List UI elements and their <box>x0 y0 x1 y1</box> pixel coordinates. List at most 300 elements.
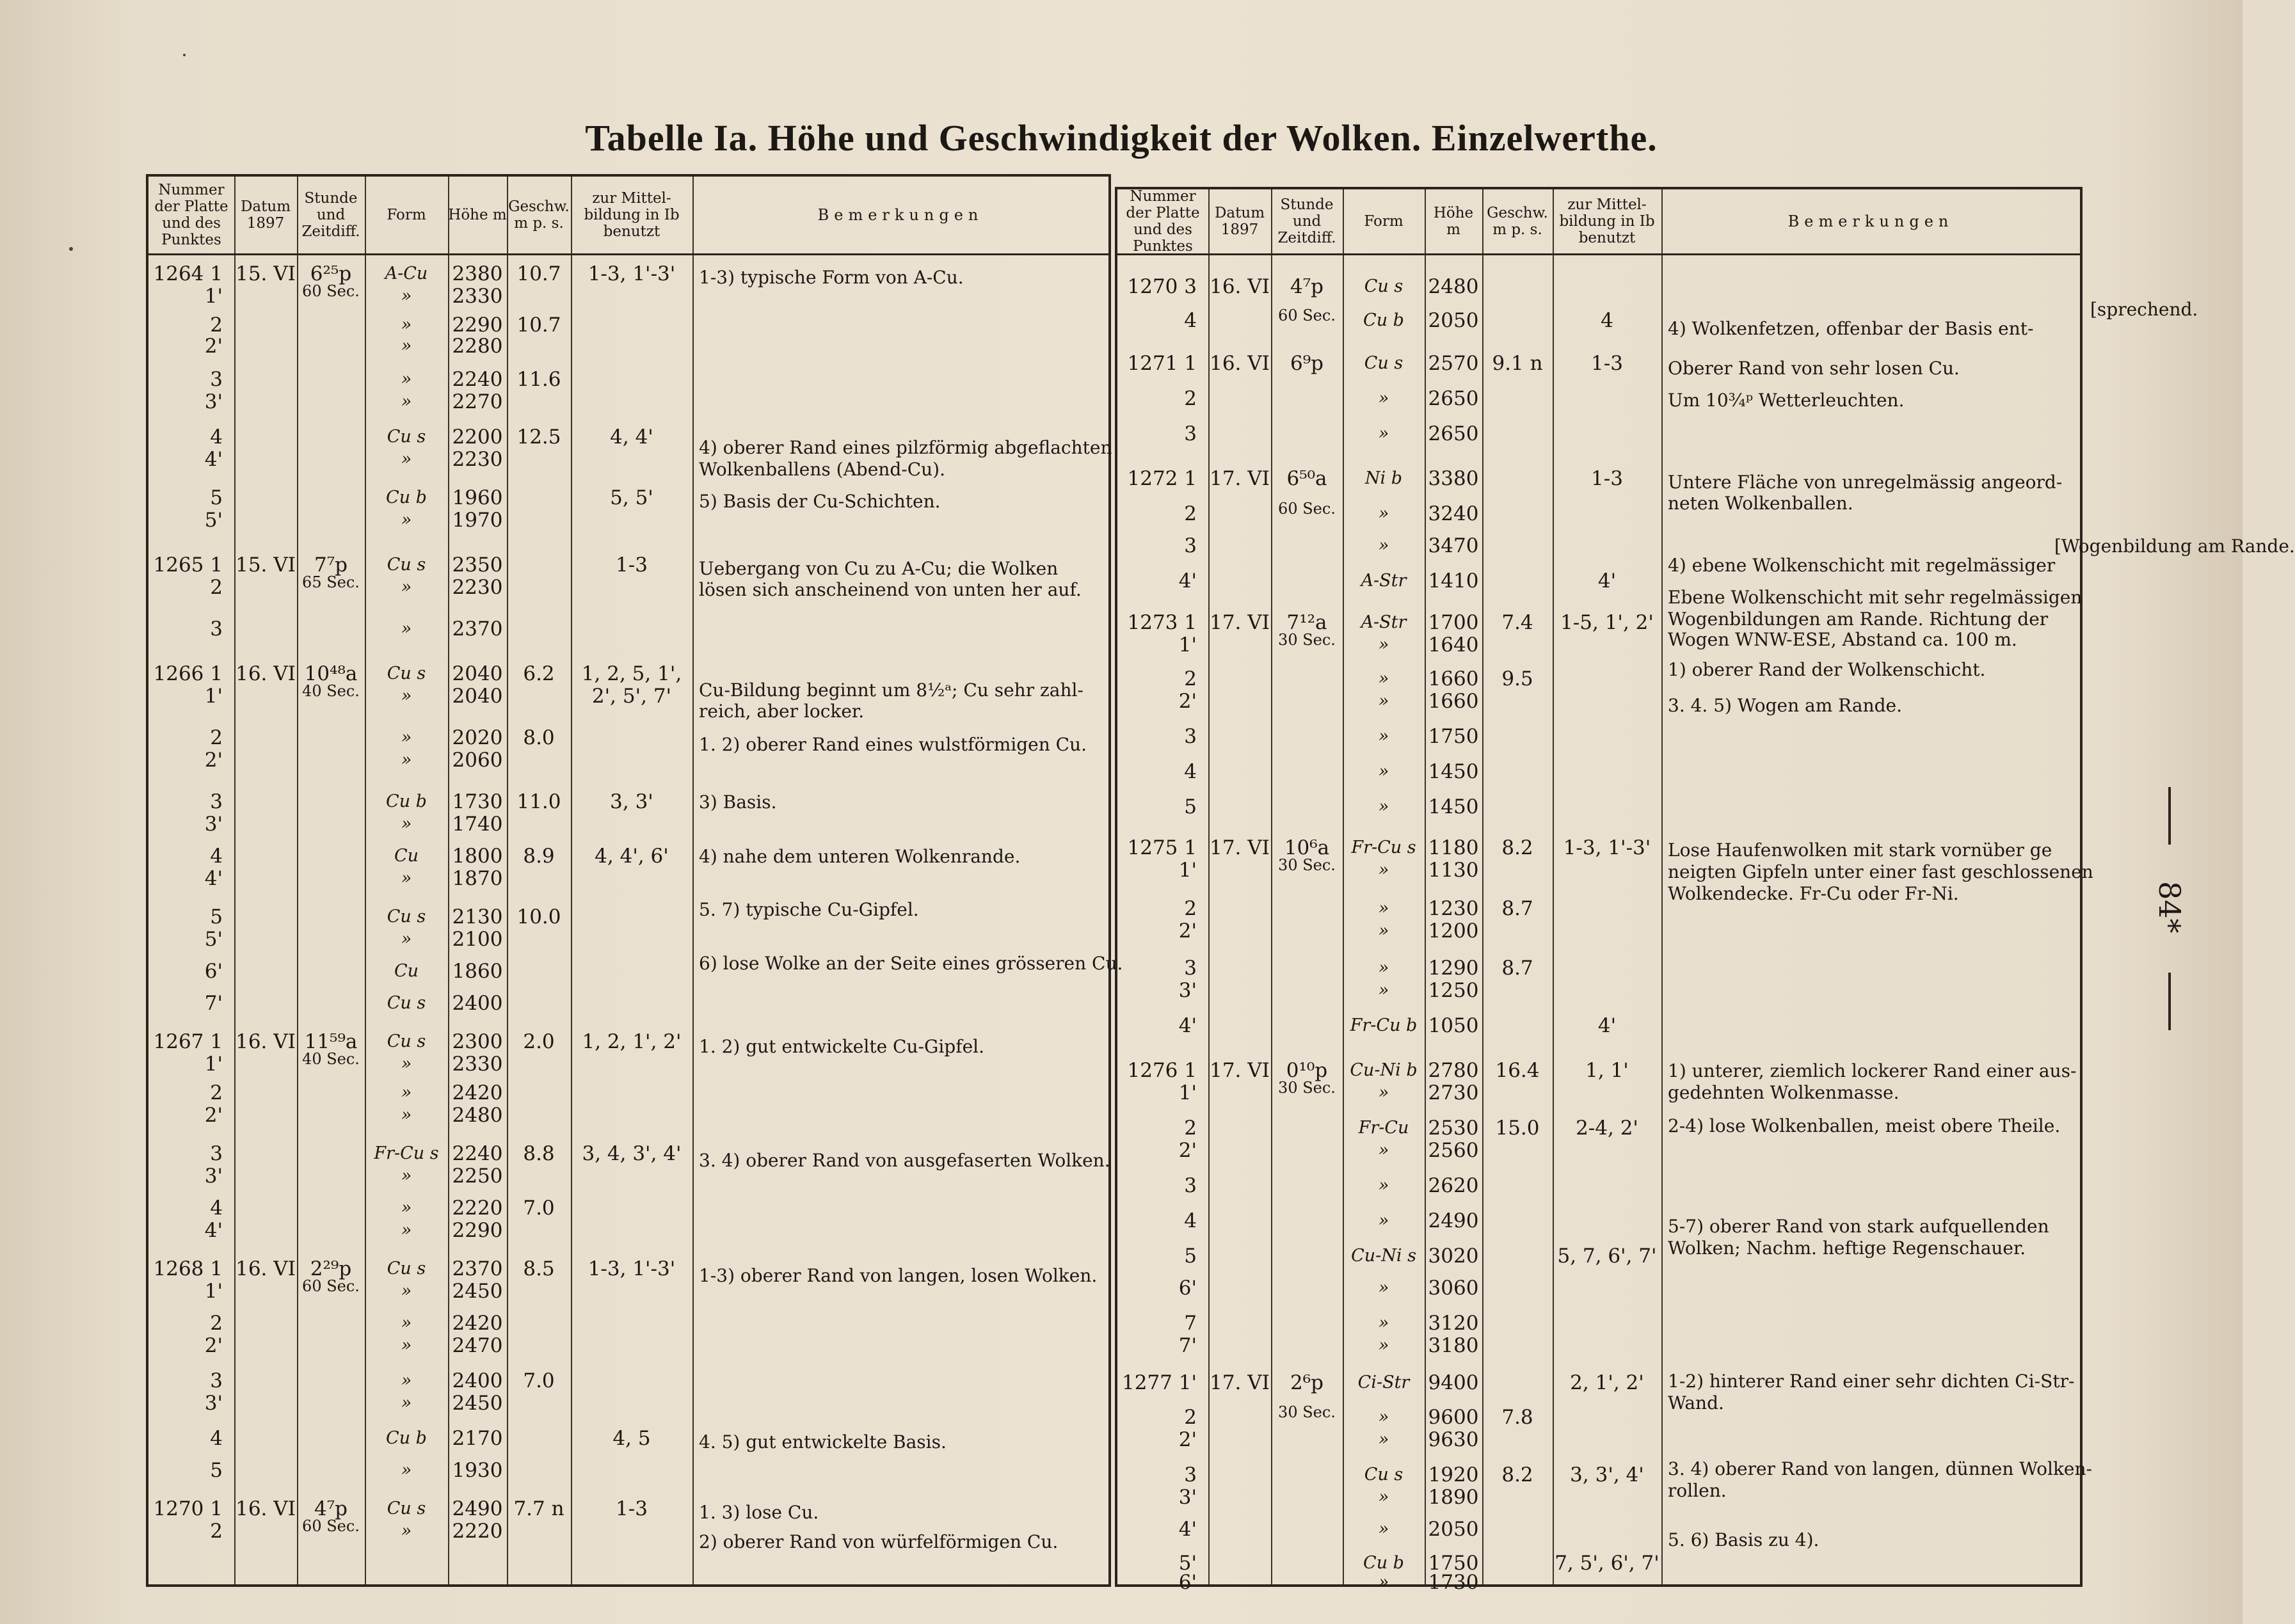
cell-hoehe: 1870 <box>452 867 503 890</box>
cell-hoehe: 1860 <box>452 960 503 983</box>
cell-mittel: 4' <box>1597 569 1617 593</box>
cell-form: » <box>401 1198 412 1218</box>
remark-line: 3. 4) oberer Rand von langen, dünnen Wolken- <box>1668 1458 2092 1479</box>
cell-mittel: 5, 7, 6', 7' <box>1557 1245 1657 1268</box>
cell-hoehe: 1730 <box>452 790 503 813</box>
remark-line: 5-7) oberer Rand von stark aufquellenden <box>1668 1216 2049 1237</box>
cell-form: Fr-Cu b <box>1350 1015 1418 1035</box>
cell-form: » <box>1378 1429 1389 1449</box>
cell-num: 1' <box>204 285 223 308</box>
cell-mittel: 1-5, 1', 2' <box>1560 611 1654 634</box>
remark-line: Wolkendecke. Fr-Cu oder Fr-Ni. <box>1668 883 1959 904</box>
cell-stunde: 30 Sec. <box>1278 631 1336 649</box>
cell-stunde: 11⁵⁹a <box>304 1030 358 1053</box>
cell-num: 4 <box>210 426 223 449</box>
cell-num: 2' <box>204 749 223 772</box>
cell-num: 1275 1 <box>1127 836 1197 859</box>
cell-mittel: 2', 5', 7' <box>591 685 672 708</box>
cell-num: 2 <box>1184 897 1197 920</box>
cell-hoehe: 1410 <box>1428 569 1479 593</box>
remark-line: 1-3) oberer Rand von langen, losen Wolken. <box>699 1265 1098 1286</box>
cell-hoehe: 2200 <box>452 426 503 449</box>
cell-hoehe: 1660 <box>1428 667 1479 690</box>
cell-mittel: 4' <box>1597 1014 1617 1037</box>
remark-line: neigten Gipfeln unter einer fast geschlossenen <box>1668 861 2093 882</box>
cell-form: » <box>401 750 412 770</box>
cell-mittel: 3, 4, 3', 4' <box>582 1142 682 1165</box>
cell-geschw: 8.8 <box>523 1142 555 1165</box>
cell-hoehe: 2240 <box>452 368 503 391</box>
cell-form: » <box>1378 504 1389 523</box>
remark-line: rollen. <box>1668 1480 1727 1501</box>
cell-form: » <box>1378 898 1389 918</box>
remark-line: 1. 3) lose Cu. <box>699 1502 819 1523</box>
cell-form: » <box>401 1313 412 1333</box>
cell-hoehe: 2240 <box>452 1142 503 1165</box>
remark-line: 1. 2) oberer Rand eines wulstförmigen Cu. <box>699 734 1087 755</box>
cell-num: 4' <box>204 448 223 471</box>
cell-num: 1264 1 <box>153 262 223 285</box>
cell-hoehe: 2400 <box>452 992 503 1015</box>
cell-form: » <box>1378 1487 1389 1507</box>
remark-line: [sprechend. <box>2090 299 2198 320</box>
cell-mittel: 5, 5' <box>610 486 653 509</box>
cell-mittel: 1-3, 1'-3' <box>588 1257 676 1280</box>
remark-line: Wand. <box>1668 1392 1724 1413</box>
cell-mittel: 1-3 <box>1591 352 1623 375</box>
cell-hoehe: 2480 <box>1428 275 1479 298</box>
cell-hoehe: 1180 <box>1428 836 1479 859</box>
cell-hoehe: 3180 <box>1428 1334 1479 1357</box>
cell-hoehe: 1740 <box>452 813 503 836</box>
cell-datum: 16. VI <box>236 1030 296 1053</box>
remark-line: 6) lose Wolke an der Seite eines grösseren Cu. <box>699 953 1123 974</box>
cell-hoehe: 3120 <box>1428 1312 1479 1335</box>
remark-line: 4) ebene Wolkenschicht mit regelmässiger <box>1668 555 2056 576</box>
page-number-margin <box>2135 787 2205 1030</box>
cell-num: 2' <box>1178 1139 1197 1162</box>
cell-form: Cu b <box>1363 1553 1404 1573</box>
cell-hoehe: 2780 <box>1428 1059 1479 1082</box>
cell-stunde: 4⁷p <box>1290 275 1323 298</box>
margin-rule-bottom <box>2168 973 2171 1030</box>
cell-geschw: 10.0 <box>516 905 561 928</box>
cell-hoehe: 3060 <box>1428 1277 1479 1300</box>
cell-form: » <box>401 510 412 530</box>
cell-num: 4' <box>1178 1014 1197 1037</box>
cell-stunde: 2⁶p <box>1290 1371 1323 1394</box>
cell-hoehe: 2350 <box>452 553 503 577</box>
remark-line: Wogenbildungen am Rande. Richtung der <box>1668 609 2049 630</box>
cell-form: » <box>401 686 412 706</box>
remark-line: [Wogenbildung am Rande. <box>2054 536 2295 557</box>
cell-hoehe: 2250 <box>452 1165 503 1188</box>
cell-form: » <box>1378 1083 1389 1103</box>
cell-num: 3' <box>204 390 223 413</box>
cell-num: 1276 1 <box>1127 1059 1197 1082</box>
remark-line: reich, aber locker. <box>699 701 865 722</box>
cell-form: » <box>401 1220 412 1240</box>
cell-hoehe: 2040 <box>452 662 503 685</box>
cell-num: 4 <box>210 1197 223 1220</box>
header-mittel: zur Mittel-bildung in Ib benutzt <box>1559 196 1655 246</box>
cell-num: 7' <box>204 992 223 1015</box>
cell-form: Cu s <box>1364 1465 1403 1485</box>
cell-datum: 17. VI <box>1210 1059 1270 1082</box>
cell-num: 3' <box>204 1392 223 1415</box>
cell-datum: 17. VI <box>1210 467 1270 490</box>
cell-form: » <box>401 868 412 888</box>
cell-form: Cu <box>394 846 419 866</box>
cell-form: » <box>1378 958 1389 978</box>
cell-hoehe: 2230 <box>452 576 503 599</box>
cell-num: 2' <box>1178 690 1197 713</box>
cell-num: 5 <box>210 486 223 509</box>
cell-hoehe: 1970 <box>452 509 503 532</box>
cell-form: Cu s <box>387 993 426 1013</box>
cell-hoehe: 2420 <box>452 1081 503 1104</box>
cell-num: 3 <box>210 1369 223 1392</box>
cell-hoehe: 2620 <box>1428 1174 1479 1197</box>
cell-form: » <box>1378 1140 1389 1160</box>
cell-num: 1' <box>204 1053 223 1076</box>
cell-num: 1270 1 <box>153 1497 223 1520</box>
remark-line: 1) oberer Rand der Wolkenschicht. <box>1668 659 1986 680</box>
cell-form: » <box>401 1083 412 1103</box>
cell-stunde: 10⁴⁸a <box>304 662 358 685</box>
cell-hoehe: 2650 <box>1428 387 1479 410</box>
cell-num: 2' <box>1178 1428 1197 1451</box>
cell-form: Cu b <box>386 1428 427 1448</box>
cell-form: » <box>401 1521 412 1541</box>
cell-num: 6' <box>204 960 223 983</box>
header-rule <box>1117 253 2080 255</box>
cell-stunde: 2²⁹p <box>310 1257 352 1280</box>
cell-num: 2 <box>1184 387 1197 410</box>
cell-form: » <box>401 1393 412 1413</box>
cell-num: 3' <box>1178 1486 1197 1509</box>
cell-datum: 15. VI <box>236 553 296 577</box>
margin-rule-top <box>2168 787 2171 845</box>
cell-form: Cu b <box>1363 310 1404 330</box>
cell-hoehe: 2270 <box>452 390 503 413</box>
cell-form: » <box>401 1166 412 1186</box>
column-rule <box>571 177 572 1584</box>
cell-datum: 16. VI <box>236 1257 296 1280</box>
header-hoehe: Höhe m <box>1433 205 1474 238</box>
cell-form: » <box>1378 669 1389 689</box>
cell-form: Cu s <box>387 664 426 683</box>
page-number: 84* <box>2152 881 2187 934</box>
cell-hoehe: 2170 <box>452 1427 503 1450</box>
cell-num: 5' <box>204 928 223 951</box>
remark-line: neten Wolkenballen. <box>1668 493 1853 514</box>
cell-num: 6' <box>1178 1571 1197 1594</box>
cell-form: » <box>1378 797 1389 816</box>
cell-form: » <box>1378 1335 1389 1355</box>
cell-stunde: 10⁶a <box>1284 836 1330 859</box>
cell-hoehe: 1130 <box>1428 859 1479 882</box>
cell-hoehe: 2280 <box>452 335 503 358</box>
cell-hoehe: 1890 <box>1428 1486 1479 1509</box>
cell-hoehe: 9600 <box>1428 1406 1479 1429</box>
cell-hoehe: 2020 <box>452 726 503 749</box>
cell-mittel: 2-4, 2' <box>1576 1117 1638 1140</box>
header-nummer: Nummer der Platte und des Punktes <box>154 182 228 248</box>
cell-stunde: 30 Sec. <box>1278 856 1336 874</box>
header-bemerkungen: Bemerkungen <box>817 206 984 224</box>
cell-num: 2 <box>210 576 223 599</box>
header-form: Form <box>1364 213 1403 230</box>
cell-hoehe: 1450 <box>1428 795 1479 818</box>
cell-form: Cu <box>394 961 419 981</box>
cell-form: A-Str <box>1361 612 1407 632</box>
header-bemerkungen: Bemerkungen <box>1787 212 1954 230</box>
cell-num: 3 <box>1184 957 1197 980</box>
cell-num: 1' <box>1178 1081 1197 1104</box>
cell-form: » <box>1378 761 1389 781</box>
cell-form: Cu s <box>1364 276 1403 296</box>
cell-num: 1' <box>1178 633 1197 657</box>
cell-form: Cu s <box>387 1259 426 1278</box>
remark-line: Wolken; Nachm. heftige Regenschauer. <box>1668 1238 2026 1259</box>
cell-num: 3 <box>1184 534 1197 557</box>
cell-form: Cu-Ni s <box>1351 1246 1416 1266</box>
cell-form: » <box>1378 536 1389 555</box>
cell-num: 3 <box>1184 1174 1197 1197</box>
cell-form: Fr-Cu <box>1358 1118 1409 1138</box>
cell-geschw: 11.6 <box>516 368 561 391</box>
cell-num: 3 <box>210 1142 223 1165</box>
cell-geschw: 16.4 <box>1495 1059 1540 1082</box>
cell-stunde: 4⁷p <box>314 1497 348 1520</box>
cell-stunde: 6⁹p <box>1290 352 1323 375</box>
cell-form: » <box>1378 635 1389 655</box>
cell-form: » <box>1378 860 1389 880</box>
cell-hoehe: 1730 <box>1428 1571 1479 1594</box>
cell-num: 1' <box>204 685 223 708</box>
header-datum: Datum 1897 <box>1214 205 1265 238</box>
cell-form: » <box>1378 1278 1389 1298</box>
remark-line: 5. 7) typische Cu-Gipfel. <box>699 899 919 920</box>
remark-line: Wolkenballens (Abend-Cu). <box>699 459 945 480</box>
cell-form: » <box>401 315 412 335</box>
cell-num: 3 <box>1184 725 1197 748</box>
remark-line: 4) oberer Rand eines pilzförmig abgeflachten <box>699 437 1112 458</box>
cell-geschw: 8.7 <box>1501 957 1533 980</box>
cell-form: » <box>1378 424 1389 443</box>
cell-form: » <box>401 1054 412 1074</box>
cell-hoehe: 1250 <box>1428 979 1479 1002</box>
cell-stunde: 65 Sec. <box>302 573 360 591</box>
cell-hoehe: 1960 <box>452 486 503 509</box>
cell-hoehe: 2450 <box>452 1280 503 1303</box>
column-rule <box>1482 189 1483 1584</box>
cell-num: 7' <box>1178 1334 1197 1357</box>
remark-line: 1-3) typische Form von A-Cu. <box>699 267 964 288</box>
cell-hoehe: 1930 <box>452 1459 503 1482</box>
cell-stunde: 60 Sec. <box>302 1517 360 1535</box>
cell-geschw: 7.0 <box>523 1369 555 1392</box>
remark-line: 3. 4. 5) Wogen am Rande. <box>1668 695 1903 716</box>
header-hoehe: Höhe m <box>448 207 507 223</box>
header-datum: Datum 1897 <box>240 198 291 232</box>
cell-hoehe: 2450 <box>452 1392 503 1415</box>
cell-form: A-Cu <box>385 264 428 283</box>
cell-form: Fr-Cu s <box>1351 838 1416 857</box>
cell-mittel: 4, 4' <box>610 426 653 449</box>
cell-geschw: 11.0 <box>516 790 561 813</box>
cell-form: Fr-Cu s <box>374 1143 439 1163</box>
cell-form: » <box>1378 1519 1389 1539</box>
header-mittel: zur Mittel-bildung in Ib benutzt <box>584 190 680 240</box>
cell-hoehe: 3020 <box>1428 1245 1479 1268</box>
cell-hoehe: 3380 <box>1428 467 1479 490</box>
cell-form: » <box>1378 1313 1389 1333</box>
cell-hoehe: 2470 <box>452 1334 503 1357</box>
header-nummer: Nummer der Platte und des Punktes <box>1126 188 1200 255</box>
cell-geschw: 15.0 <box>1495 1117 1540 1140</box>
cell-geschw: 9.5 <box>1501 667 1533 690</box>
cell-hoehe: 2330 <box>452 1053 503 1076</box>
cell-geschw: 2.0 <box>523 1030 555 1053</box>
cell-mittel: 4, 4', 6' <box>595 845 669 868</box>
cell-geschw: 10.7 <box>516 262 561 285</box>
cell-num: 2' <box>1178 919 1197 943</box>
cell-geschw: 10.7 <box>516 314 561 337</box>
cell-num: 3 <box>210 368 223 391</box>
remark-line: lösen sich anscheinend von unten her auf. <box>699 579 1082 600</box>
cell-hoehe: 3240 <box>1428 502 1479 525</box>
cell-geschw: 7.8 <box>1501 1406 1533 1429</box>
cell-num: 1273 1 <box>1127 611 1197 634</box>
cell-hoehe: 2050 <box>1428 309 1479 332</box>
remark-line: 4) nahe dem unteren Wolkenrande. <box>699 846 1021 867</box>
cell-form: Cu s <box>387 1031 426 1051</box>
remark-line: Untere Fläche von unregelmässig angeord- <box>1668 472 2063 493</box>
cell-hoehe: 2370 <box>452 1257 503 1280</box>
cell-mittel: 4 <box>1601 309 1613 332</box>
paper-speck <box>69 247 73 251</box>
cell-num: 2 <box>1184 1117 1197 1140</box>
cell-form: » <box>401 449 412 469</box>
cell-hoehe: 2400 <box>452 1369 503 1392</box>
cell-geschw: 8.0 <box>523 726 555 749</box>
header-rule <box>148 253 1108 255</box>
cell-mittel: 1-3 <box>1591 467 1623 490</box>
cell-hoehe: 1200 <box>1428 919 1479 943</box>
cell-stunde: 60 Sec. <box>1278 500 1336 518</box>
cell-datum: 17. VI <box>1210 836 1270 859</box>
remark-line: 3. 4) oberer Rand von ausgefaserten Wolken. <box>699 1150 1110 1171</box>
cell-form: » <box>401 336 412 356</box>
cell-stunde: 6²⁵p <box>310 262 352 285</box>
cell-form: Cu s <box>387 1499 426 1518</box>
cell-num: 5 <box>210 1459 223 1482</box>
cell-hoehe: 9630 <box>1428 1428 1479 1451</box>
cell-geschw: 12.5 <box>516 426 561 449</box>
cell-mittel: 2, 1', 2' <box>1570 1371 1644 1394</box>
cell-form: » <box>401 392 412 411</box>
cell-geschw: 7.0 <box>523 1197 555 1220</box>
cell-hoehe: 2530 <box>1428 1117 1479 1140</box>
cell-hoehe: 1230 <box>1428 897 1479 920</box>
cell-mittel: 3, 3' <box>610 790 653 813</box>
remark-line: 1. 2) gut entwickelte Cu-Gipfel. <box>699 1036 984 1057</box>
cell-stunde: 60 Sec. <box>302 282 360 300</box>
cell-num: 1' <box>1178 859 1197 882</box>
cell-form: » <box>401 1371 412 1390</box>
cell-form: Cu s <box>387 427 426 447</box>
header-stunde: Stunde und Zeitdiff. <box>1277 196 1336 246</box>
remark-line: Cu-Bildung beginnt um 8½ᵃ; Cu sehr zahl- <box>699 680 1084 701</box>
cell-hoehe: 1750 <box>1428 725 1479 748</box>
cell-hoehe: 2300 <box>452 1030 503 1053</box>
cell-hoehe: 1660 <box>1428 690 1479 713</box>
cell-form: Cu s <box>387 555 426 575</box>
cell-num: 4 <box>1184 760 1197 783</box>
cell-num: 2' <box>204 335 223 358</box>
cell-stunde: 60 Sec. <box>1278 306 1336 324</box>
cell-num: 2' <box>204 1334 223 1357</box>
cell-geschw: 9.1 n <box>1492 352 1543 375</box>
remark-line: 1) unterer, ziemlich lockerer Rand einer aus- <box>1668 1060 2077 1081</box>
cell-hoehe: 2560 <box>1428 1139 1479 1162</box>
cell-num: 2 <box>1184 502 1197 525</box>
cell-num: 4 <box>1184 1209 1197 1232</box>
cell-num: 1' <box>204 1280 223 1303</box>
cell-num: 5' <box>204 509 223 532</box>
cell-num: 3 <box>210 617 223 641</box>
cell-num: 3' <box>204 813 223 836</box>
cell-num: 5 <box>1184 795 1197 818</box>
cell-num: 1270 3 <box>1127 275 1197 298</box>
cell-form: » <box>401 1460 412 1480</box>
cell-hoehe: 2490 <box>452 1497 503 1520</box>
cell-form: Cu s <box>1364 353 1403 373</box>
cell-geschw: 8.9 <box>523 845 555 868</box>
remark-line: 2) oberer Rand von würfelförmigen Cu. <box>699 1531 1059 1552</box>
remark-line: gedehnten Wolkenmasse. <box>1668 1082 1899 1103</box>
cell-hoehe: 1450 <box>1428 760 1479 783</box>
cell-form: » <box>1378 1407 1389 1427</box>
cell-datum: 16. VI <box>236 1497 296 1520</box>
cell-form: A-Str <box>1361 571 1407 591</box>
cell-num: 2 <box>210 314 223 337</box>
cell-num: 6' <box>1178 1277 1197 1300</box>
cell-num: 4' <box>204 867 223 890</box>
cell-mittel: 1, 2, 1', 2' <box>582 1030 682 1053</box>
cell-hoehe: 2220 <box>452 1520 503 1543</box>
cell-num: 3' <box>1178 979 1197 1002</box>
cell-geschw: 7.4 <box>1501 611 1533 634</box>
cell-num: 2 <box>210 1520 223 1543</box>
cell-num: 3 <box>210 790 223 813</box>
remark-line: Lose Haufenwolken mit stark vornüber ge <box>1668 840 2052 861</box>
cell-form: » <box>1378 980 1389 1000</box>
cell-mittel: 4, 5 <box>612 1427 651 1450</box>
remark-line: 5) Basis der Cu-Schichten. <box>699 491 941 512</box>
cell-form: Cu b <box>386 792 427 811</box>
cell-geschw: 8.2 <box>1501 836 1533 859</box>
cell-hoehe: 2570 <box>1428 352 1479 375</box>
cell-geschw: 6.2 <box>523 662 555 685</box>
cell-stunde: 30 Sec. <box>1278 1403 1336 1421</box>
cell-stunde: 7⁷p <box>314 553 348 577</box>
cell-form: » <box>401 1281 412 1301</box>
column-rule <box>692 177 694 1584</box>
cell-form: Cu-Ni b <box>1350 1060 1418 1080</box>
